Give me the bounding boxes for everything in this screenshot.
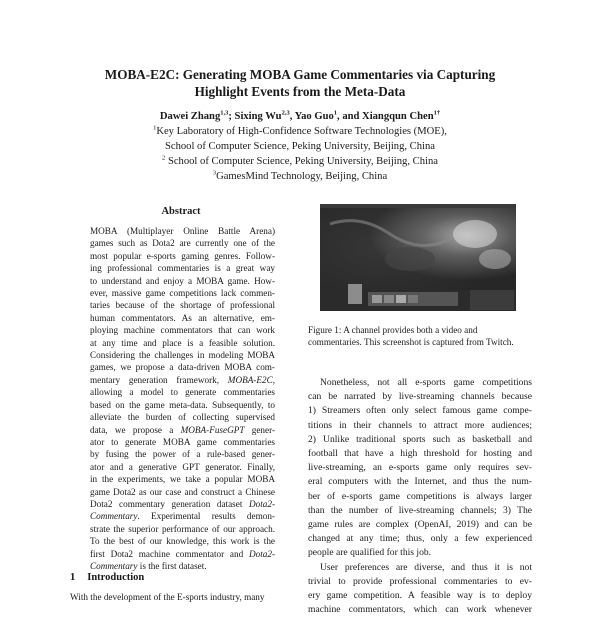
author-name: , and Xiangqun Chen — [337, 111, 434, 122]
author-sup: 1† — [433, 109, 441, 117]
author-name: Dawei Zhang — [159, 111, 221, 122]
section-number: 1 — [70, 572, 76, 583]
affiliation: $^2$ School of Computer Science, Peking University, Beijing, China — [162, 154, 438, 167]
section-title: Introduction — [87, 572, 145, 583]
abstract-heading: Abstract — [161, 206, 201, 217]
affiliation: School of Computer Science, Peking University, Beijing, China — [164, 141, 435, 152]
body-text-right-column: Nonetheless, not all e-sports game competitions can be narrated by live-streaming channels because 1) Streamers often only select famous game compe- titions in their channels to attract more audiences; 2) Unlike traditional sports such as basketball and football that have a high threshold for hosting and live-streaming, an e-sports game only requires sev- eral computers with the Internet, and thus the num- ber of e-sports game competitions is always larger than the number of live-streaming channels; 3) The game rules are complex (OpenAI, 2019) and can be changed at any time; thus, only a few experienced people are qualified for this job. User preferences are diverse, and thus it is not trivial to provide professional commentaries to ev- ery game competition. A feasible way is to deploy machine commentators, which can work whenever — [308, 377, 532, 616]
figure-game-screenshot — [320, 204, 516, 311]
author-sup: 2,3 — [281, 109, 290, 117]
author-name: ; Sixing Wu — [228, 111, 282, 122]
intro-first-line: With the development of the E-sports industry, many — [70, 592, 265, 602]
author-block — [60, 109, 540, 184]
game-screenshot-image — [320, 204, 516, 311]
title-line: MOBA-E2C: Generating MOBA Game Commentaries via Capturing — [104, 67, 496, 82]
author-sup: 1 — [333, 109, 338, 117]
author-name: , Yao Guo — [289, 111, 334, 122]
title-line: Highlight Events from the Meta-Data — [194, 84, 406, 99]
abstract-body: MOBA (Multiplayer Online Battle Arena) games such as Dota2 are currently one of the most popular e-sports gaming genres. Follow- ing professional commentaries is a great way to understand and enjoy a MOBA game. How- ever, massive game competitions lack commen- taries because of the shortage of professional human commentators. As an alternative, em- ploying machine commentators that can work at any time and place is a feasible solution. Considering the challenges in modeling MOBA games, we propose a data-driven MOBA com- mentary generation framework, MOBA-E2C, allowing a model to generate commentaries based on the game meta-data. Subsequently, to alleviate the burden of collecting supervised data, we propose a MOBA-FuseGPT gener- ator to generate MOBA game commentaries by fusing the power of a rule-based gener- ator and a generative GPT generator. Finally, in the experiments, we take a popular MOBA game Dota2 as our case and construct a Chinese Dota2 commentary generation dataset Dota2- Commentary. Experimental results demon- strate the superior performance of our approach. To the best of our knowledge, this work is the first Dota2 machine commentator and Dota2- Commentary is the first dataset. — [90, 226, 276, 571]
affiliation: $^1$Key Laboratory of High-Confidence Software Technologies (MOE), — [153, 124, 447, 137]
author-names — [60, 109, 540, 124]
paper-title — [60, 66, 540, 100]
affiliation: $^3$GamesMind Technology, Beijing, China — [212, 169, 388, 182]
figure-caption: Figure 1: A channel provides both a video and commentaries. This screenshot is captured from Twitch. — [308, 325, 514, 347]
author-sup: 1,3 — [220, 109, 229, 117]
section-heading-introduction — [70, 572, 144, 583]
